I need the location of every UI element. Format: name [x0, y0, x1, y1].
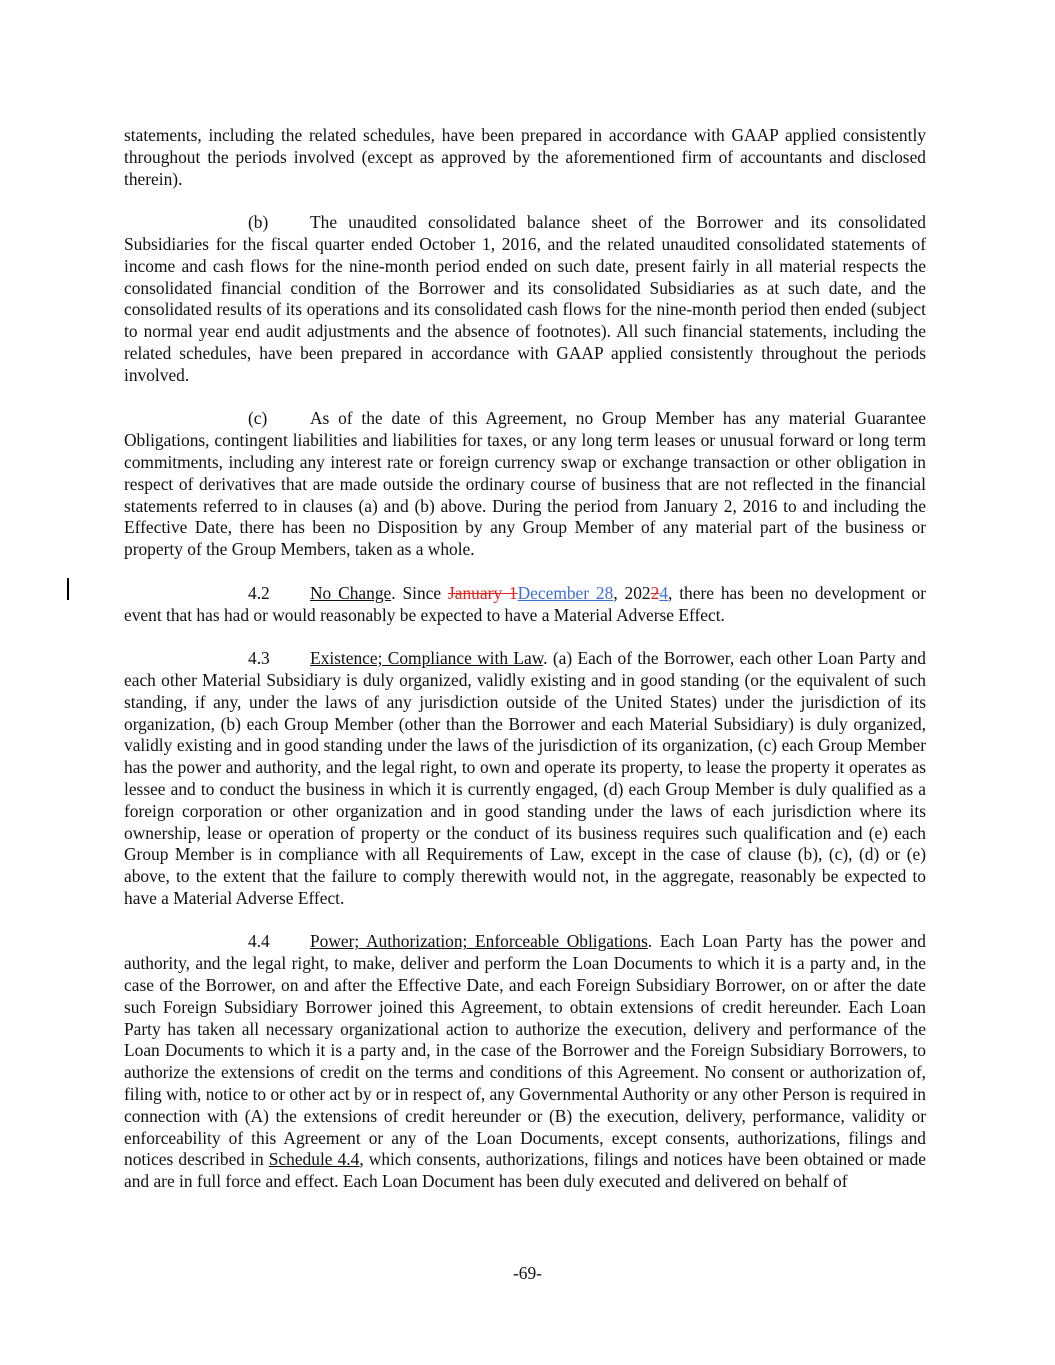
- section-4-2: [124, 583, 926, 627]
- page-number: -69-: [513, 1263, 542, 1283]
- paragraph-b-text: The unaudited consolidated balance sheet of the Borrower and its consolidated Subsidiaries for the fiscal quarter ended October 1, 2016, and the related unaudited consolidated statements of income and cash flows for the nine-month period ended on such date, present fairly in all material respects the consolidated financial condition of the Borrower and its consolidated Subsidiaries as at such date, and the consolidated results of its operations and its consolidated cash flows for the nine-month period then ended (subject to normal year end audit adjustments and the absence of footnotes). All such financial statements, including the related schedules, have been prepared in accordance with GAAP applied consistently throughout the periods involved.: [124, 212, 926, 385]
- section-4-4-text: . Each Loan Party has the power and authority, and the legal right, to make, deliver and perform the Loan Documents to which it is a party and, in the case of the Borrower, on and after the Effective Date, and each Foreign Subsidiary Borrower, on or after the date such Foreign Subsidiary Borrower joined this Agreement, to obtain extensions of credit hereunder. Each Loan Party has taken all necessary organizational action to authorize the execution, delivery and performance of the Loan Documents to which it is a party and, in the case of the Borrower and the Foreign Subsidiary Borrowers, to authorize the extensions of credit on the terms and conditions of this Agreement. No consent or authorization of, filing with, notice to or other act by or in respect of, any Governmental Authority or any other Person is required in connection with (A) the extensions of credit hereunder or (B) the execution, delivery, performance, validity or enforceability of this Agreement or any of the Loan Documents, except consents, authorizations, filings and notices described in: [124, 931, 926, 1170]
- section-number-4-3: 4.3: [248, 648, 270, 669]
- document-body: [124, 125, 926, 1215]
- inserted-year-digit: 4: [659, 582, 669, 603]
- paragraph-c: [124, 408, 926, 561]
- deleted-date: January 1: [447, 582, 518, 603]
- section-heading-no-change: No Change: [310, 582, 392, 603]
- section-4-2-pre: . Since: [391, 582, 448, 603]
- clause-number-b: (b): [248, 212, 269, 233]
- section-4-3-text: . (a) Each of the Borrower, each other Loan Party and each other Material Subsidiary is duly organized, validly existing and in good standing (or the equivalent of such standing, if any, under the laws of any jurisdiction outside of the United States) under the jurisdiction of its organization, (b) each Group Member (other than the Borrower and each Material Subsidiary) is duly organized, validly existing and in good standing under the laws of the jurisdiction of its organization, (c) each Group Member has the power and authority, and the legal right, to own and operate its property, to lease the property it operates as lessee and to conduct the business in which it is currently engaged, (d) each Group Member is duly qualified as a foreign corporation or other organization and in good standing under the laws of each jurisdiction where its ownership, lease or operation of property or the conduct of its business requires such qualification and (e) each Group Member is in compliance with all Requirements of Law, except in the case of clause (b), (c), (d) or (e) above, to the extent that the failure to comply therewith would not, in the aggregate, reasonably be expected to have a Material Adverse Effect.: [124, 648, 926, 908]
- section-heading-existence: Existence; Compliance with Law: [310, 648, 544, 669]
- section-4-3: [124, 648, 926, 910]
- section-4-4: [124, 931, 926, 1193]
- section-number-4-4: 4.4: [248, 931, 270, 952]
- paragraph-continued: statements, including the related schedules, have been prepared in accordance with GAAP applied consistently throughout the periods involved (except as approved by the aforementioned firm of accountants and disclosed therein).: [124, 125, 926, 189]
- deleted-year-digit: 2: [650, 582, 660, 603]
- clause-number-c: (c): [248, 408, 268, 429]
- year-prefix: , 202: [613, 582, 651, 603]
- section-heading-power: Power; Authorization; Enforceable Obligations: [310, 931, 648, 952]
- schedule-4-4-reference: Schedule 4.4: [268, 1149, 360, 1170]
- paragraph-b: [124, 212, 926, 386]
- section-4-4-text-after: , which consents, authorizations, filings and notices have been obtained or made and are in full force and effect. Each Loan Document has been duly executed and delivered on behalf of: [124, 1149, 926, 1192]
- section-4-2-rest: , there has been no development or event that has had or would reasonably be expected to have a Material Adverse Effect.: [124, 582, 926, 625]
- inserted-date: December 28: [517, 582, 614, 603]
- section-number-4-2: 4.2: [248, 582, 270, 603]
- revision-change-bar: [67, 578, 69, 600]
- paragraph-c-text: As of the date of this Agreement, no Group Member has any material Guarantee Obligations, contingent liabilities and liabilities for taxes, or any long term leases or unusual forward or long term commitments, including any interest rate or foreign currency swap or exchange transaction or other obligation in respect of derivatives that are made outside the ordinary course of business that are not reflected in the financial statements referred to in clauses (a) and (b) above. During the period from January 2, 2016 to and including the Effective Date, there has been no Disposition by any Group Member of any material part of the business or property of the Group Members, taken as a whole.: [124, 408, 926, 560]
